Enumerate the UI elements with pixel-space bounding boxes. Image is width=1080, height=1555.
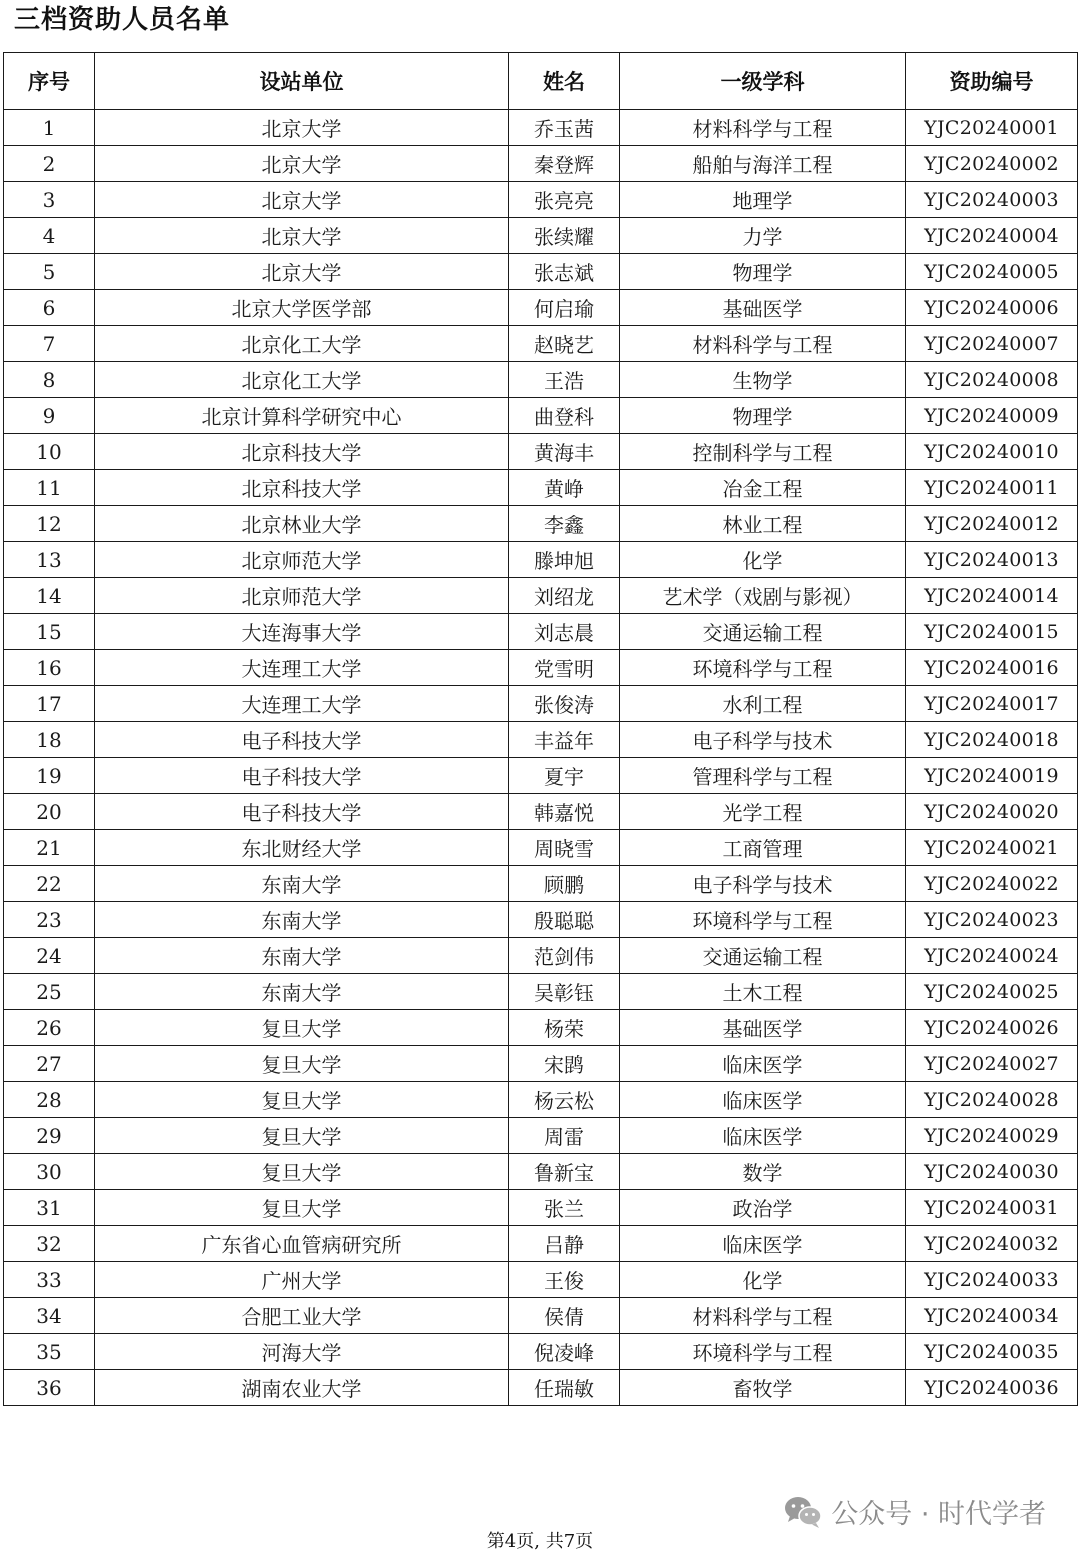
cell-funding-code: YJC20240019 xyxy=(906,758,1078,794)
cell-funding-code: YJC20240033 xyxy=(906,1262,1078,1298)
cell-index: 6 xyxy=(4,290,95,326)
header-funding-code: 资助编号 xyxy=(906,53,1078,110)
cell-name: 范剑伟 xyxy=(509,938,620,974)
cell-funding-code: YJC20240026 xyxy=(906,1010,1078,1046)
cell-funding-code: YJC20240032 xyxy=(906,1226,1078,1262)
table-row xyxy=(4,1082,1078,1118)
cell-index: 18 xyxy=(4,722,95,758)
cell-index: 11 xyxy=(4,470,95,506)
cell-index: 17 xyxy=(4,686,95,722)
cell-host-unit: 北京化工大学 xyxy=(95,326,509,362)
table-row xyxy=(4,1298,1078,1334)
table-row xyxy=(4,1370,1078,1406)
cell-discipline: 政治学 xyxy=(620,1190,906,1226)
table-row xyxy=(4,146,1078,182)
table-row xyxy=(4,290,1078,326)
cell-index: 16 xyxy=(4,650,95,686)
cell-funding-code: YJC20240012 xyxy=(906,506,1078,542)
cell-host-unit: 复旦大学 xyxy=(95,1190,509,1226)
cell-funding-code: YJC20240006 xyxy=(906,290,1078,326)
table-row xyxy=(4,650,1078,686)
cell-index: 22 xyxy=(4,866,95,902)
table-row xyxy=(4,578,1078,614)
table-row xyxy=(4,902,1078,938)
cell-index: 32 xyxy=(4,1226,95,1262)
cell-discipline: 船舶与海洋工程 xyxy=(620,146,906,182)
cell-discipline: 艺术学（戏剧与影视） xyxy=(620,578,906,614)
cell-discipline: 基础医学 xyxy=(620,1010,906,1046)
cell-funding-code: YJC20240028 xyxy=(906,1082,1078,1118)
cell-discipline: 控制科学与工程 xyxy=(620,434,906,470)
cell-index: 28 xyxy=(4,1082,95,1118)
cell-host-unit: 电子科技大学 xyxy=(95,722,509,758)
table-row xyxy=(4,722,1078,758)
cell-index: 1 xyxy=(4,110,95,146)
cell-name: 殷聪聪 xyxy=(509,902,620,938)
cell-host-unit: 北京大学 xyxy=(95,110,509,146)
cell-name: 吴彰钰 xyxy=(509,974,620,1010)
cell-name: 韩嘉悦 xyxy=(509,794,620,830)
cell-name: 杨荣 xyxy=(509,1010,620,1046)
cell-host-unit: 东南大学 xyxy=(95,866,509,902)
cell-index: 7 xyxy=(4,326,95,362)
cell-index: 3 xyxy=(4,182,95,218)
cell-discipline: 冶金工程 xyxy=(620,470,906,506)
cell-funding-code: YJC20240036 xyxy=(906,1370,1078,1406)
cell-discipline: 交通运输工程 xyxy=(620,938,906,974)
cell-index: 2 xyxy=(4,146,95,182)
cell-host-unit: 河海大学 xyxy=(95,1334,509,1370)
cell-funding-code: YJC20240022 xyxy=(906,866,1078,902)
cell-discipline: 林业工程 xyxy=(620,506,906,542)
cell-discipline: 水利工程 xyxy=(620,686,906,722)
cell-name: 丰益年 xyxy=(509,722,620,758)
cell-index: 8 xyxy=(4,362,95,398)
cell-discipline: 临床医学 xyxy=(620,1118,906,1154)
cell-funding-code: YJC20240029 xyxy=(906,1118,1078,1154)
cell-name: 任瑞敏 xyxy=(509,1370,620,1406)
cell-funding-code: YJC20240027 xyxy=(906,1046,1078,1082)
recipient-table-container xyxy=(3,52,1078,1406)
cell-host-unit: 北京化工大学 xyxy=(95,362,509,398)
cell-host-unit: 北京大学 xyxy=(95,254,509,290)
cell-host-unit: 北京林业大学 xyxy=(95,506,509,542)
cell-funding-code: YJC20240004 xyxy=(906,218,1078,254)
cell-name: 张续耀 xyxy=(509,218,620,254)
cell-discipline: 光学工程 xyxy=(620,794,906,830)
cell-funding-code: YJC20240013 xyxy=(906,542,1078,578)
table-row xyxy=(4,542,1078,578)
cell-discipline: 临床医学 xyxy=(620,1046,906,1082)
table-row xyxy=(4,974,1078,1010)
table-row xyxy=(4,506,1078,542)
cell-name: 鲁新宝 xyxy=(509,1154,620,1190)
table-row xyxy=(4,1010,1078,1046)
table-row xyxy=(4,110,1078,146)
cell-index: 33 xyxy=(4,1262,95,1298)
cell-index: 4 xyxy=(4,218,95,254)
cell-discipline: 畜牧学 xyxy=(620,1370,906,1406)
cell-index: 13 xyxy=(4,542,95,578)
cell-host-unit: 北京计算科学研究中心 xyxy=(95,398,509,434)
cell-discipline: 生物学 xyxy=(620,362,906,398)
cell-name: 周晓雪 xyxy=(509,830,620,866)
cell-index: 9 xyxy=(4,398,95,434)
cell-funding-code: YJC20240001 xyxy=(906,110,1078,146)
header-discipline: 一级学科 xyxy=(620,53,906,110)
cell-discipline: 电子科学与技术 xyxy=(620,722,906,758)
cell-host-unit: 复旦大学 xyxy=(95,1154,509,1190)
cell-discipline: 材料科学与工程 xyxy=(620,110,906,146)
cell-name: 周雷 xyxy=(509,1118,620,1154)
cell-name: 顾鹏 xyxy=(509,866,620,902)
cell-name: 李鑫 xyxy=(509,506,620,542)
cell-host-unit: 复旦大学 xyxy=(95,1082,509,1118)
cell-name: 杨云松 xyxy=(509,1082,620,1118)
cell-funding-code: YJC20240031 xyxy=(906,1190,1078,1226)
table-row xyxy=(4,1118,1078,1154)
cell-name: 王浩 xyxy=(509,362,620,398)
document-title: 三档资助人员名单 xyxy=(14,5,231,35)
cell-index: 23 xyxy=(4,902,95,938)
cell-name: 黄海丰 xyxy=(509,434,620,470)
cell-discipline: 地理学 xyxy=(620,182,906,218)
table-row xyxy=(4,1154,1078,1190)
cell-funding-code: YJC20240030 xyxy=(906,1154,1078,1190)
cell-name: 曲登科 xyxy=(509,398,620,434)
table-header xyxy=(4,53,1078,110)
cell-discipline: 临床医学 xyxy=(620,1082,906,1118)
cell-index: 14 xyxy=(4,578,95,614)
table-row xyxy=(4,362,1078,398)
cell-discipline: 土木工程 xyxy=(620,974,906,1010)
cell-index: 5 xyxy=(4,254,95,290)
cell-funding-code: YJC20240023 xyxy=(906,902,1078,938)
cell-host-unit: 东北财经大学 xyxy=(95,830,509,866)
cell-discipline: 材料科学与工程 xyxy=(620,326,906,362)
cell-funding-code: YJC20240034 xyxy=(906,1298,1078,1334)
table-row xyxy=(4,182,1078,218)
cell-name: 秦登辉 xyxy=(509,146,620,182)
cell-name: 张志斌 xyxy=(509,254,620,290)
cell-index: 19 xyxy=(4,758,95,794)
cell-host-unit: 电子科技大学 xyxy=(95,794,509,830)
cell-host-unit: 北京师范大学 xyxy=(95,578,509,614)
table-row xyxy=(4,398,1078,434)
table-row xyxy=(4,254,1078,290)
cell-name: 刘志晨 xyxy=(509,614,620,650)
cell-funding-code: YJC20240035 xyxy=(906,1334,1078,1370)
cell-funding-code: YJC20240005 xyxy=(906,254,1078,290)
cell-discipline: 物理学 xyxy=(620,398,906,434)
table-row xyxy=(4,758,1078,794)
cell-funding-code: YJC20240003 xyxy=(906,182,1078,218)
cell-host-unit: 北京科技大学 xyxy=(95,470,509,506)
cell-index: 15 xyxy=(4,614,95,650)
cell-funding-code: YJC20240020 xyxy=(906,794,1078,830)
cell-name: 何启瑜 xyxy=(509,290,620,326)
cell-funding-code: YJC20240017 xyxy=(906,686,1078,722)
cell-name: 宋鹍 xyxy=(509,1046,620,1082)
cell-discipline: 化学 xyxy=(620,1262,906,1298)
cell-funding-code: YJC20240016 xyxy=(906,650,1078,686)
cell-index: 21 xyxy=(4,830,95,866)
cell-name: 黄峥 xyxy=(509,470,620,506)
cell-name: 夏宇 xyxy=(509,758,620,794)
cell-funding-code: YJC20240021 xyxy=(906,830,1078,866)
table-row xyxy=(4,1262,1078,1298)
watermark-text: 公众号 · 时代学者 xyxy=(831,1499,1046,1530)
cell-discipline: 临床医学 xyxy=(620,1226,906,1262)
cell-discipline: 化学 xyxy=(620,542,906,578)
table-row xyxy=(4,434,1078,470)
cell-name: 张兰 xyxy=(509,1190,620,1226)
cell-host-unit: 东南大学 xyxy=(95,938,509,974)
table-row xyxy=(4,614,1078,650)
cell-name: 侯倩 xyxy=(509,1298,620,1334)
cell-funding-code: YJC20240010 xyxy=(906,434,1078,470)
wechat-icon xyxy=(783,1495,823,1529)
cell-host-unit: 北京大学 xyxy=(95,218,509,254)
cell-index: 12 xyxy=(4,506,95,542)
cell-host-unit: 合肥工业大学 xyxy=(95,1298,509,1334)
cell-name: 张俊涛 xyxy=(509,686,620,722)
cell-name: 王俊 xyxy=(509,1262,620,1298)
watermark xyxy=(783,1492,1046,1531)
cell-funding-code: YJC20240024 xyxy=(906,938,1078,974)
cell-discipline: 环境科学与工程 xyxy=(620,650,906,686)
table-row xyxy=(4,470,1078,506)
cell-discipline: 电子科学与技术 xyxy=(620,866,906,902)
cell-discipline: 管理科学与工程 xyxy=(620,758,906,794)
cell-name: 倪凌峰 xyxy=(509,1334,620,1370)
header-index: 序号 xyxy=(4,53,95,110)
cell-host-unit: 北京科技大学 xyxy=(95,434,509,470)
cell-host-unit: 广东省心血管病研究所 xyxy=(95,1226,509,1262)
cell-discipline: 交通运输工程 xyxy=(620,614,906,650)
cell-index: 25 xyxy=(4,974,95,1010)
cell-host-unit: 复旦大学 xyxy=(95,1118,509,1154)
cell-discipline: 力学 xyxy=(620,218,906,254)
cell-index: 26 xyxy=(4,1010,95,1046)
table-row xyxy=(4,938,1078,974)
table-row xyxy=(4,1226,1078,1262)
cell-discipline: 环境科学与工程 xyxy=(620,1334,906,1370)
cell-index: 27 xyxy=(4,1046,95,1082)
cell-funding-code: YJC20240011 xyxy=(906,470,1078,506)
cell-host-unit: 东南大学 xyxy=(95,974,509,1010)
cell-host-unit: 广州大学 xyxy=(95,1262,509,1298)
cell-index: 31 xyxy=(4,1190,95,1226)
header-host-unit: 设站单位 xyxy=(95,53,509,110)
table-row xyxy=(4,866,1078,902)
cell-host-unit: 复旦大学 xyxy=(95,1010,509,1046)
cell-discipline: 基础医学 xyxy=(620,290,906,326)
cell-funding-code: YJC20240002 xyxy=(906,146,1078,182)
cell-host-unit: 复旦大学 xyxy=(95,1046,509,1082)
cell-funding-code: YJC20240009 xyxy=(906,398,1078,434)
cell-name: 滕坤旭 xyxy=(509,542,620,578)
cell-index: 30 xyxy=(4,1154,95,1190)
cell-discipline: 数学 xyxy=(620,1154,906,1190)
cell-host-unit: 北京大学 xyxy=(95,182,509,218)
cell-funding-code: YJC20240007 xyxy=(906,326,1078,362)
cell-index: 35 xyxy=(4,1334,95,1370)
cell-discipline: 物理学 xyxy=(620,254,906,290)
table-body xyxy=(4,110,1078,1406)
cell-index: 36 xyxy=(4,1370,95,1406)
cell-name: 党雪明 xyxy=(509,650,620,686)
table-row xyxy=(4,218,1078,254)
cell-index: 24 xyxy=(4,938,95,974)
cell-index: 20 xyxy=(4,794,95,830)
cell-funding-code: YJC20240025 xyxy=(906,974,1078,1010)
cell-discipline: 环境科学与工程 xyxy=(620,902,906,938)
recipient-table xyxy=(3,52,1078,1406)
cell-funding-code: YJC20240014 xyxy=(906,578,1078,614)
table-row xyxy=(4,1046,1078,1082)
cell-host-unit: 电子科技大学 xyxy=(95,758,509,794)
cell-host-unit: 大连理工大学 xyxy=(95,686,509,722)
header-name: 姓名 xyxy=(509,53,620,110)
cell-funding-code: YJC20240008 xyxy=(906,362,1078,398)
cell-funding-code: YJC20240015 xyxy=(906,614,1078,650)
table-row xyxy=(4,1334,1078,1370)
table-header-row xyxy=(4,53,1078,110)
cell-host-unit: 大连理工大学 xyxy=(95,650,509,686)
table-row xyxy=(4,830,1078,866)
cell-name: 赵晓艺 xyxy=(509,326,620,362)
cell-host-unit: 大连海事大学 xyxy=(95,614,509,650)
table-row xyxy=(4,326,1078,362)
cell-index: 29 xyxy=(4,1118,95,1154)
cell-discipline: 材料科学与工程 xyxy=(620,1298,906,1334)
cell-host-unit: 湖南农业大学 xyxy=(95,1370,509,1406)
table-row xyxy=(4,686,1078,722)
cell-host-unit: 北京大学 xyxy=(95,146,509,182)
cell-name: 刘绍龙 xyxy=(509,578,620,614)
cell-host-unit: 东南大学 xyxy=(95,902,509,938)
page-number: 第4页, 共7页 xyxy=(486,1531,594,1552)
cell-name: 乔玉茜 xyxy=(509,110,620,146)
cell-funding-code: YJC20240018 xyxy=(906,722,1078,758)
cell-name: 张亮亮 xyxy=(509,182,620,218)
table-row xyxy=(4,794,1078,830)
cell-index: 10 xyxy=(4,434,95,470)
table-row xyxy=(4,1190,1078,1226)
cell-host-unit: 北京师范大学 xyxy=(95,542,509,578)
cell-index: 34 xyxy=(4,1298,95,1334)
cell-name: 吕静 xyxy=(509,1226,620,1262)
cell-host-unit: 北京大学医学部 xyxy=(95,290,509,326)
cell-discipline: 工商管理 xyxy=(620,830,906,866)
